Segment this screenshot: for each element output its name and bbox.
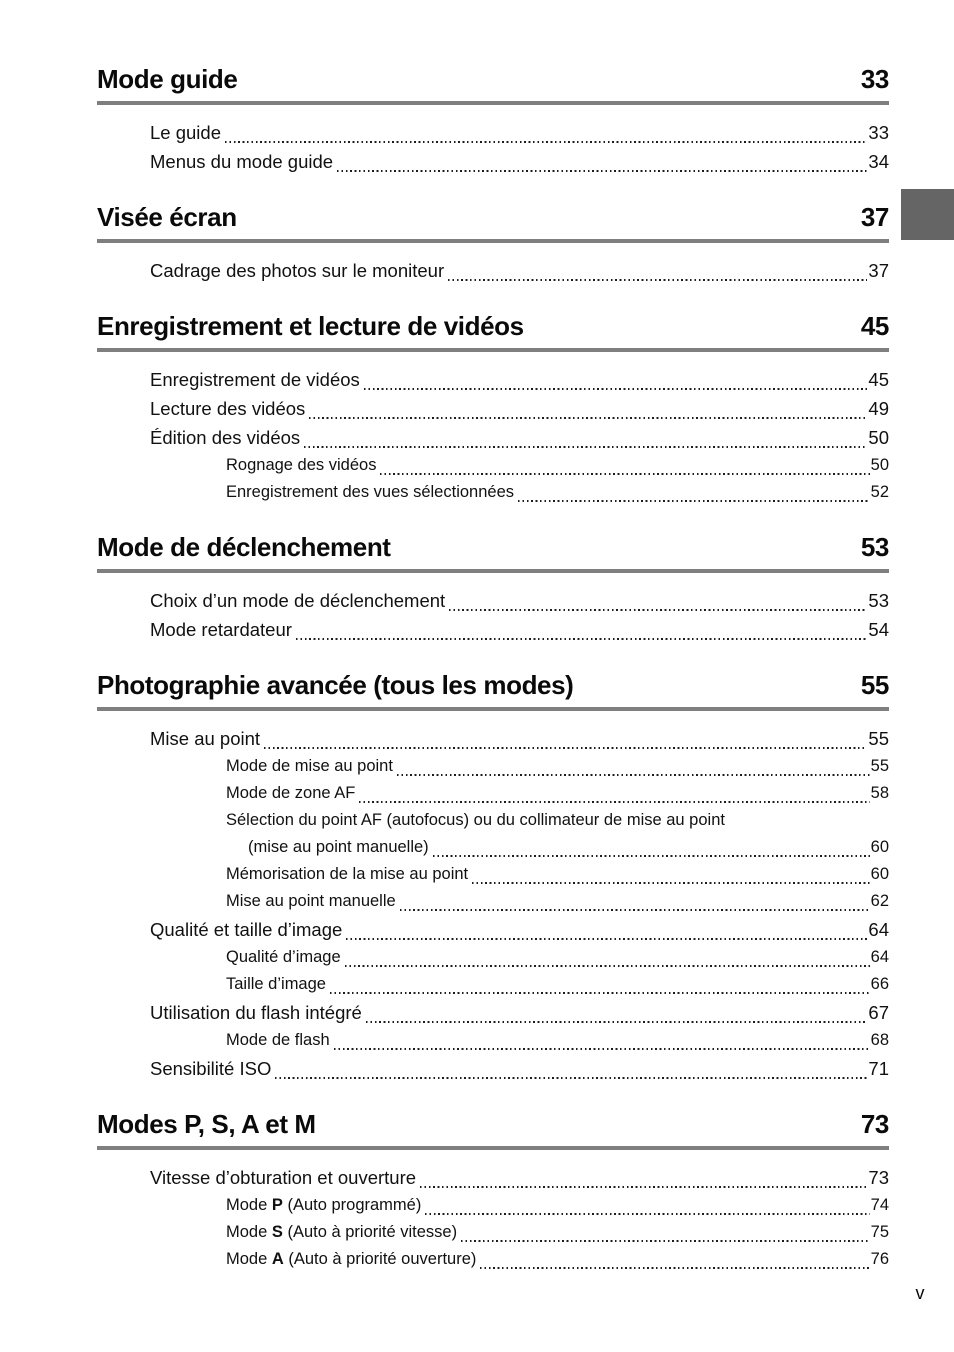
entry-page-number: 55	[868, 728, 889, 749]
dot-leader	[449, 609, 867, 611]
toc-entry	[97, 118, 889, 147]
toc-entry	[97, 861, 889, 888]
toc-entry	[97, 888, 889, 915]
toc-entry	[97, 452, 889, 479]
dot-leader	[337, 170, 867, 172]
dot-leader	[296, 638, 868, 640]
toc-entry	[97, 423, 889, 452]
entry-page-number: 37	[868, 260, 889, 281]
entry-text	[226, 1219, 457, 1246]
dot-leader	[345, 965, 870, 967]
dot-leader	[461, 1240, 870, 1242]
section-rule	[97, 1146, 889, 1150]
chapter-side-tab	[901, 189, 954, 240]
dot-leader	[448, 279, 867, 281]
entry-page-number: 50	[870, 456, 889, 474]
section-heading-row	[97, 311, 889, 341]
toc-entry	[97, 1054, 889, 1083]
entry-text: Qualité d’image	[226, 948, 341, 966]
toc-entry	[97, 1163, 889, 1192]
entry-page-number: 50	[868, 427, 889, 448]
footer-page-number: v	[915, 1283, 925, 1303]
toc-entry	[97, 615, 889, 644]
dot-leader	[400, 909, 870, 911]
entry-text: Utilisation du flash intégré	[150, 1002, 362, 1023]
section-heading-row	[97, 1109, 889, 1139]
section-heading-row	[97, 670, 889, 700]
toc-entry	[97, 1246, 889, 1273]
section-entries	[97, 724, 889, 1083]
toc-section	[97, 670, 889, 1083]
entry-text: Sélection du point AF (autofocus) ou du collimateur de mise au point	[226, 811, 725, 829]
entry-text-part: Mode	[226, 1196, 272, 1214]
toc-entry	[97, 971, 889, 998]
section-entries	[97, 365, 889, 506]
dot-leader	[420, 1186, 867, 1188]
entry-page-number: 53	[868, 590, 889, 611]
entry-text	[226, 1246, 476, 1273]
entry-text: Édition des vidéos	[150, 427, 301, 448]
dot-leader	[366, 1021, 868, 1023]
toc-section	[97, 64, 889, 176]
entry-page-number: 68	[870, 1031, 889, 1049]
entry-text: Vitesse d’obturation et ouverture	[150, 1167, 417, 1188]
dot-leader	[380, 473, 869, 475]
section-entries	[97, 1163, 889, 1273]
entry-page-number: 67	[868, 1002, 889, 1023]
entry-text: Qualité et taille d’image	[150, 919, 343, 940]
toc-entry	[97, 834, 889, 861]
section-rule	[97, 101, 889, 105]
entry-text: Le guide	[150, 122, 221, 143]
section-rule	[97, 239, 889, 243]
entry-text: Mode de mise au point	[226, 757, 393, 775]
section-heading-row	[97, 532, 889, 562]
toc-entry	[97, 944, 889, 971]
toc-entry	[97, 780, 889, 807]
dot-leader	[397, 774, 870, 776]
entry-page-number: 73	[868, 1167, 889, 1188]
entry-page-number: 60	[870, 865, 889, 883]
section-page-number: 33	[860, 64, 889, 94]
toc-section	[97, 1109, 889, 1273]
dot-leader	[304, 446, 867, 448]
toc-entry	[97, 915, 889, 944]
entry-page-number: 62	[870, 892, 889, 910]
toc-entry	[97, 365, 889, 394]
dot-leader	[334, 1048, 870, 1050]
section-rule	[97, 707, 889, 711]
toc-entry	[97, 998, 889, 1027]
toc-entry	[97, 394, 889, 423]
entry-text-bold: P	[271, 1196, 283, 1214]
dot-leader	[330, 992, 870, 994]
section-entries	[97, 256, 889, 285]
entry-text: Sensibilité ISO	[150, 1058, 272, 1079]
entry-text-part: (Auto à priorité vitesse)	[282, 1223, 458, 1241]
entry-text: Mode retardateur	[150, 619, 292, 640]
entry-text-part: Mode	[226, 1223, 272, 1241]
section-page-number: 45	[860, 311, 889, 341]
entry-page-number: 76	[870, 1250, 889, 1268]
section-entries	[97, 586, 889, 644]
section-page-number: 37	[860, 202, 889, 232]
entry-page-number: 60	[870, 838, 889, 856]
entry-text-bold: S	[271, 1223, 283, 1241]
dot-leader	[264, 747, 867, 749]
entry-page-number: 54	[868, 619, 889, 640]
dot-leader	[518, 500, 870, 502]
section-entries	[97, 118, 889, 176]
dot-leader	[346, 938, 867, 940]
toc-section	[97, 532, 889, 644]
dot-leader	[480, 1267, 869, 1269]
entry-page-number: 66	[870, 975, 889, 993]
dot-leader	[472, 882, 870, 884]
toc-section	[97, 311, 889, 506]
entry-text-part: Mode	[226, 1250, 272, 1268]
entry-page-number: 45	[868, 369, 889, 390]
section-page-number: 55	[860, 670, 889, 700]
entry-page-number: 71	[868, 1058, 889, 1079]
dot-leader	[309, 417, 867, 419]
entry-text: Mise au point manuelle	[226, 892, 396, 910]
entry-text	[226, 1192, 421, 1219]
entry-page-number: 34	[868, 151, 889, 172]
entry-text: Mémorisation de la mise au point	[226, 865, 469, 883]
section-title: Enregistrement et lecture de vidéos	[97, 311, 524, 341]
section-title: Photographie avancée (tous les modes)	[97, 670, 574, 700]
entry-page-number: 55	[870, 757, 889, 775]
dot-leader	[359, 801, 869, 803]
dot-leader	[425, 1213, 869, 1215]
section-heading-row	[97, 64, 889, 94]
dot-leader	[225, 141, 867, 143]
entry-page-number: 49	[868, 398, 889, 419]
entry-page-number: 64	[868, 919, 889, 940]
entry-text-part: (Auto à priorité ouverture)	[283, 1250, 477, 1268]
entry-text: Mode de zone AF	[226, 784, 356, 802]
entry-text: Enregistrement des vues sélectionnées	[226, 483, 514, 501]
entry-text-bold: A	[271, 1250, 284, 1268]
entry-page-number: 58	[870, 784, 889, 802]
entry-text-part: (Auto programmé)	[282, 1196, 422, 1214]
section-heading-row	[97, 202, 889, 232]
section-title: Modes P, S, A et M	[97, 1109, 316, 1139]
entry-text: Mise au point	[150, 728, 261, 749]
entry-text: Lecture des vidéos	[150, 398, 306, 419]
entry-page-number: 75	[870, 1223, 889, 1241]
entry-text: Cadrage des photos sur le moniteur	[150, 260, 445, 281]
entry-page-number: 64	[870, 948, 889, 966]
section-page-number: 53	[860, 532, 889, 562]
dot-leader	[433, 855, 870, 857]
toc-entry	[97, 479, 889, 506]
toc	[97, 64, 889, 1273]
entry-text: Mode de flash	[226, 1031, 330, 1049]
entry-text: Rognage des vidéos	[226, 456, 377, 474]
entry-page-number: 74	[870, 1196, 889, 1214]
section-rule	[97, 348, 889, 352]
section-rule	[97, 569, 889, 573]
section-title: Mode guide	[97, 64, 238, 94]
entry-text: Enregistrement de vidéos	[150, 369, 360, 390]
toc-entry	[97, 1192, 889, 1219]
entry-text: Choix d’un mode de déclenchement	[150, 590, 446, 611]
entry-text: (mise au point manuelle)	[248, 838, 429, 856]
toc-entry	[97, 256, 889, 285]
section-page-number: 73	[860, 1109, 889, 1139]
dot-leader	[364, 388, 868, 390]
dot-leader	[275, 1077, 867, 1079]
toc-entry	[97, 753, 889, 780]
entry-text: Menus du mode guide	[150, 151, 334, 172]
toc-entry	[97, 1027, 889, 1054]
toc-section	[97, 202, 889, 285]
section-title: Visée écran	[97, 202, 237, 232]
toc-entry	[97, 586, 889, 615]
section-title: Mode de déclenchement	[97, 532, 391, 562]
toc-entry	[97, 1219, 889, 1246]
toc-entry-wrapped-line	[97, 807, 889, 834]
toc-entry	[97, 724, 889, 753]
entry-text: Taille d’image	[226, 975, 326, 993]
entry-page-number: 52	[870, 483, 889, 501]
toc-entry	[97, 147, 889, 176]
entry-page-number: 33	[868, 122, 889, 143]
